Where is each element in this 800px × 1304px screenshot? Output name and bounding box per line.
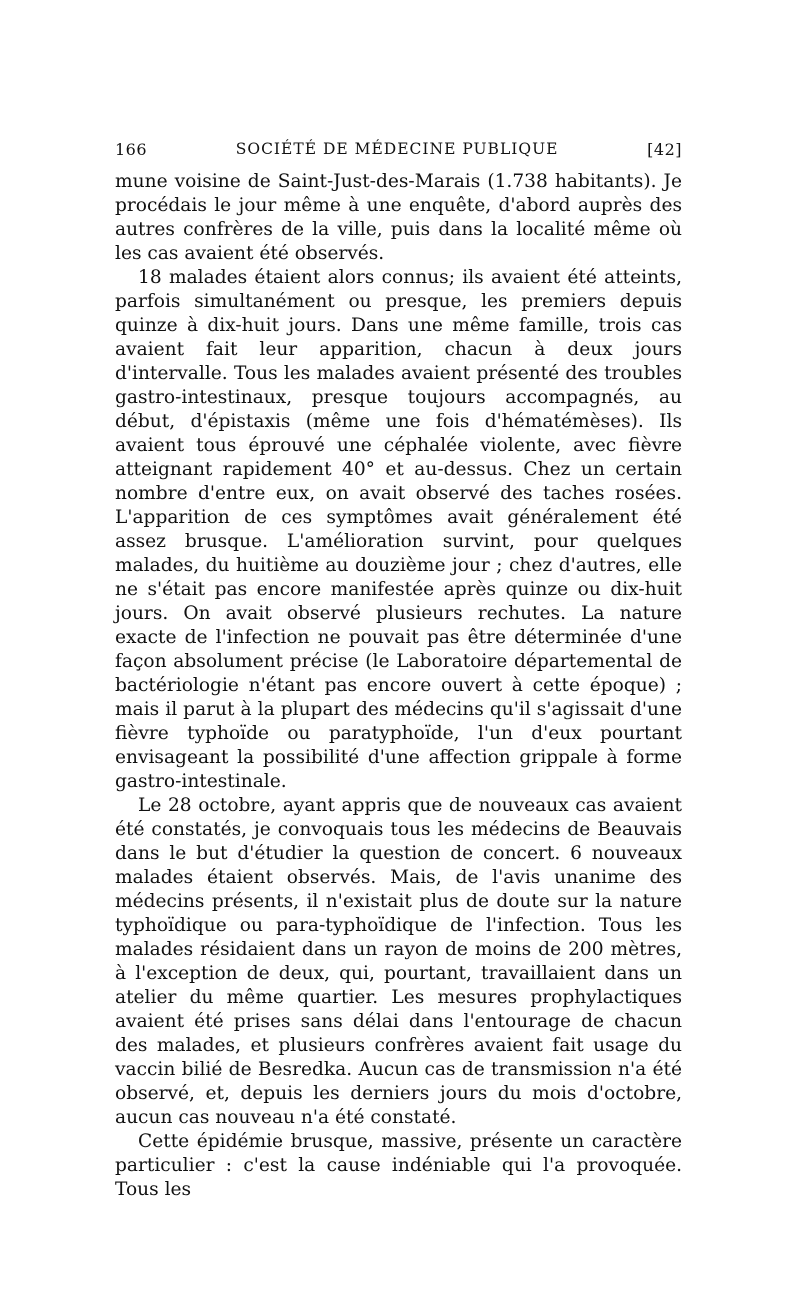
running-header bbox=[115, 136, 682, 162]
paragraph-malades: 18 malades étaient alors connus; ils avaient été atteints, parfois simultanément ou presque, les premiers depuis quinze à dix-huit jours. Dans une même famille, trois cas avaient fait leur apparition, chacun à deux jours d'intervalle. Tous les malades avaient présenté des troubles gastro-intestinaux, presque toujours accompagnés, au début, d'épistaxis (même une fois d'hématémèses). Ils avaient tous éprouvé une céphalée violente, avec fièvre atteignant rapidement 40° et au-dessus. Chez un certain nombre d'entre eux, on avait observé des taches rosées. L'apparition de ces symptômes avait généralement été assez brusque. L'amélioration survint, pour quelques malades, du huitième au douzième jour ; chez d'autres, elle ne s'était pas encore manifestée après quinze ou dix-huit jours. On avait observé plusieurs rechutes. La nature exacte de l'infection ne pouvait pas être déterminée d'une façon absolument précise (le Laboratoire départemental de bactériologie n'étant pas encore ouvert à cette époque) ; mais il parut à la plupart des médecins qu'il s'agissait d'une fièvre typhoïde ou paratyphoïde, l'un d'eux pourtant envisageant la possibilité d'une affection grippale à forme gastro-intestinale. bbox=[115, 267, 682, 792]
paragraph-continuation: mune voisine de Saint-Just-des-Marais (1.738 habitants). Je procédais le jour même à une enquête, d'abord auprès des autres confrères de la ville, puis dans la localité même où les cas avaient été observés. bbox=[115, 171, 682, 264]
body-text bbox=[115, 170, 682, 1202]
running-title: SOCIÉTÉ DE MÉDECINE PUBLIQUE bbox=[235, 140, 559, 158]
paragraph-28-octobre: Le 28 octobre, ayant appris que de nouveaux cas avaient été constatés, je convoquais tous les médecins de Beauvais dans le but d'étudier la question de concert. 6 nouveaux malades étaient observés. Mais, de l'avis unanime des médecins présents, il n'existait plus de doute sur la nature typhoïdique ou para-typhoïdique de l'infection. Tous les malades résidaient dans un rayon de moins de 200 mètres, à l'exception de deux, qui, pourtant, travaillaient dans un atelier du même quartier. Les mesures prophylactiques avaient été prises sans délai dans l'entourage de chacun des malades, et plusieurs confrères avaient fait usage du vaccin bilié de Besredka. Aucun cas de transmission n'a été observé, et, depuis les derniers jours du mois d'octobre, aucun cas nouveau n'a été constaté. bbox=[115, 795, 682, 1128]
section-reference: [42] bbox=[647, 139, 682, 159]
paragraph-epidemie: Cette épidémie brusque, massive, présente un caractère particulier : c'est la cause indéniable qui l'a provoquée. Tous les bbox=[115, 1131, 682, 1200]
page-number: 166 bbox=[115, 139, 148, 159]
